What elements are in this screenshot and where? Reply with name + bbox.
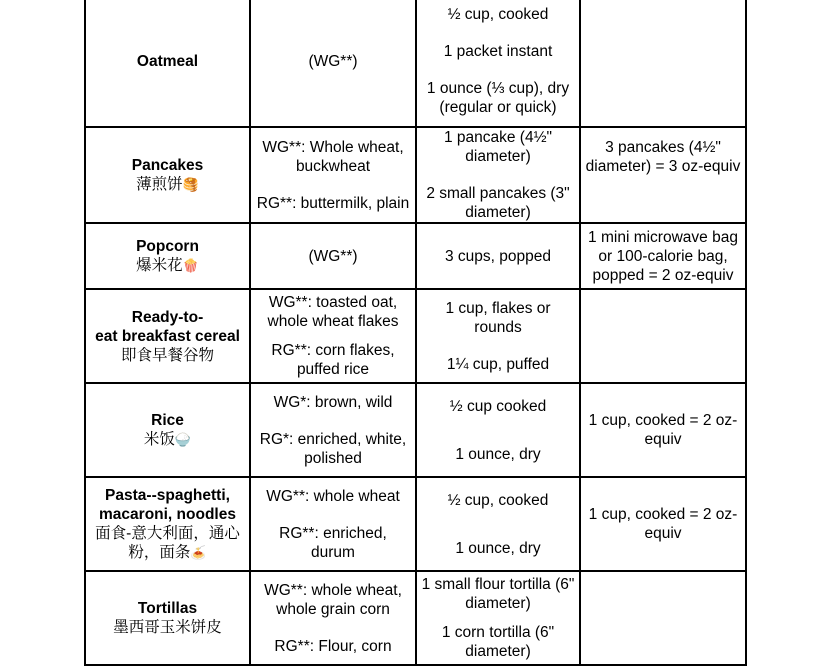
examples-cell bbox=[250, 223, 416, 289]
table-row-pasta bbox=[85, 477, 746, 571]
common-portion-text: equiv bbox=[644, 525, 682, 542]
common-portion-cell bbox=[580, 289, 746, 383]
example-text: puffed rice bbox=[296, 361, 370, 378]
food-name: macaroni, noodles bbox=[99, 506, 236, 523]
example-text: RG**: corn flakes, bbox=[271, 342, 395, 359]
example-text: WG**: whole wheat, bbox=[264, 581, 402, 599]
food-name: Popcorn bbox=[136, 238, 199, 255]
amount-cell bbox=[416, 223, 580, 289]
example-text: WG**: Whole wheat, bbox=[262, 138, 404, 156]
grains-equivalents-table bbox=[84, 0, 747, 666]
amount-text: ½ cup, cooked bbox=[447, 6, 549, 23]
food-name: Rice bbox=[151, 412, 184, 429]
table-row-rice bbox=[85, 383, 746, 477]
common-portion-text: 3 pancakes (4½" bbox=[605, 139, 721, 156]
examples-cell bbox=[250, 289, 416, 383]
example-text: WG**: whole wheat bbox=[266, 487, 400, 505]
amount-cell bbox=[416, 289, 580, 383]
examples-cell bbox=[250, 383, 416, 477]
amount-text: 1¼ cup, puffed bbox=[446, 355, 550, 373]
common-portion-text: equiv bbox=[644, 431, 682, 448]
examples-cell bbox=[250, 571, 416, 665]
amount-cell bbox=[416, 383, 580, 477]
amount-text: ½ cup cooked bbox=[449, 397, 547, 415]
common-portion-text: 1 cup, cooked = 2 oz- bbox=[588, 412, 738, 429]
example-text: whole grain corn bbox=[276, 600, 390, 618]
food-name-chinese: 薄煎饼🥞 bbox=[136, 176, 199, 193]
common-portion-cell bbox=[580, 477, 746, 571]
food-name: Pasta--spaghetti, bbox=[105, 487, 230, 504]
amount-text: 1 cup, flakes or bbox=[445, 299, 551, 317]
amount-text: 1 ounce (⅓ cup), dry bbox=[426, 80, 570, 97]
example-text: RG**: Flour, corn bbox=[274, 637, 392, 655]
examples-cell bbox=[250, 477, 416, 571]
amount-text: 1 ounce, dry bbox=[455, 445, 541, 463]
food-name-chinese: 米饭🍚 bbox=[143, 431, 192, 448]
amount-text: (regular or quick) bbox=[439, 99, 557, 116]
food-name: Pancakes bbox=[131, 157, 204, 174]
food-name-chinese: 爆米花🍿 bbox=[136, 257, 199, 274]
examples-cell bbox=[250, 127, 416, 223]
food-name-chinese: 墨西哥玉米饼皮 bbox=[113, 619, 222, 636]
common-portion-text: 1 cup, cooked = 2 oz- bbox=[588, 506, 738, 523]
table-row-tortillas bbox=[85, 571, 746, 665]
amount-text: 1 packet instant bbox=[443, 43, 553, 60]
common-portion-cell bbox=[580, 0, 746, 127]
common-portion-cell bbox=[580, 127, 746, 223]
popcorn-icon: 🍿 bbox=[182, 258, 199, 273]
example-text: WG**: toasted oat, bbox=[268, 294, 398, 311]
table-row-cereal bbox=[85, 289, 746, 383]
example-text: WG*: brown, wild bbox=[273, 393, 393, 411]
amount-text: 2 small pancakes (3" bbox=[426, 185, 570, 202]
table-row-pancakes bbox=[85, 127, 746, 223]
amount-cell bbox=[416, 127, 580, 223]
amount-cell bbox=[416, 0, 580, 127]
amount-text: 1 pancake (4½" bbox=[443, 129, 553, 146]
examples-cell bbox=[250, 0, 416, 127]
example-text: (WG**) bbox=[308, 247, 358, 265]
amount-text: 1 corn tortilla (6" bbox=[441, 624, 555, 641]
rice-icon: 🍚 bbox=[174, 432, 192, 447]
amount-text: diameter) bbox=[465, 595, 531, 612]
amount-text: ½ cup, cooked bbox=[447, 491, 549, 509]
example-text: polished bbox=[304, 449, 362, 467]
food-name-cell bbox=[85, 223, 250, 289]
example-text: whole wheat flakes bbox=[267, 313, 399, 330]
amount-cell bbox=[416, 477, 580, 571]
common-portion-text: or 100-calorie bag, bbox=[598, 247, 728, 265]
food-name: Ready-to- bbox=[131, 308, 204, 326]
food-name: Oatmeal bbox=[136, 52, 199, 70]
amount-text: diameter) bbox=[465, 148, 531, 165]
food-name-cell bbox=[85, 383, 250, 477]
food-name-cell bbox=[85, 0, 250, 127]
food-name: eat breakfast cereal bbox=[95, 327, 240, 345]
food-name-cell bbox=[85, 127, 250, 223]
example-text: buckwheat bbox=[295, 157, 371, 175]
food-name-chinese: 面食-意大利面，通心 bbox=[95, 525, 240, 542]
common-portion-text: popped = 2 oz-equiv bbox=[592, 266, 734, 284]
example-text: RG**: buttermilk, plain bbox=[256, 194, 410, 212]
pancake-icon: 🥞 bbox=[182, 177, 199, 192]
example-text: RG**: enriched, bbox=[279, 524, 387, 542]
table-row-oatmeal bbox=[85, 0, 746, 127]
amount-text: 3 cups, popped bbox=[444, 247, 551, 265]
amount-cell bbox=[416, 571, 580, 665]
common-portion-text: 1 mini microwave bag bbox=[588, 228, 738, 246]
common-portion-text: diameter) = 3 oz-equiv bbox=[585, 158, 741, 175]
food-name-cell bbox=[85, 571, 250, 665]
table-row-popcorn bbox=[85, 223, 746, 289]
food-name-cell bbox=[85, 289, 250, 383]
example-text: RG*: enriched, white, bbox=[259, 430, 407, 448]
food-table bbox=[84, 0, 747, 666]
food-name-chinese: 即食早餐谷物 bbox=[120, 346, 214, 364]
pasta-icon: 🍝 bbox=[190, 545, 207, 560]
common-portion-cell bbox=[580, 383, 746, 477]
amount-text: rounds bbox=[474, 318, 522, 336]
food-name-chinese: 粉，面条🍝 bbox=[128, 544, 207, 561]
common-portion-cell bbox=[580, 223, 746, 289]
food-name: Tortillas bbox=[137, 600, 198, 617]
amount-text: diameter) bbox=[465, 643, 531, 660]
example-text: (WG**) bbox=[308, 52, 358, 70]
food-name-cell bbox=[85, 477, 250, 571]
amount-text: diameter) bbox=[465, 204, 531, 221]
common-portion-cell bbox=[580, 571, 746, 665]
amount-text: 1 ounce, dry bbox=[455, 539, 541, 557]
example-text: durum bbox=[311, 543, 355, 561]
amount-text: 1 small flour tortilla (6" bbox=[421, 576, 575, 593]
